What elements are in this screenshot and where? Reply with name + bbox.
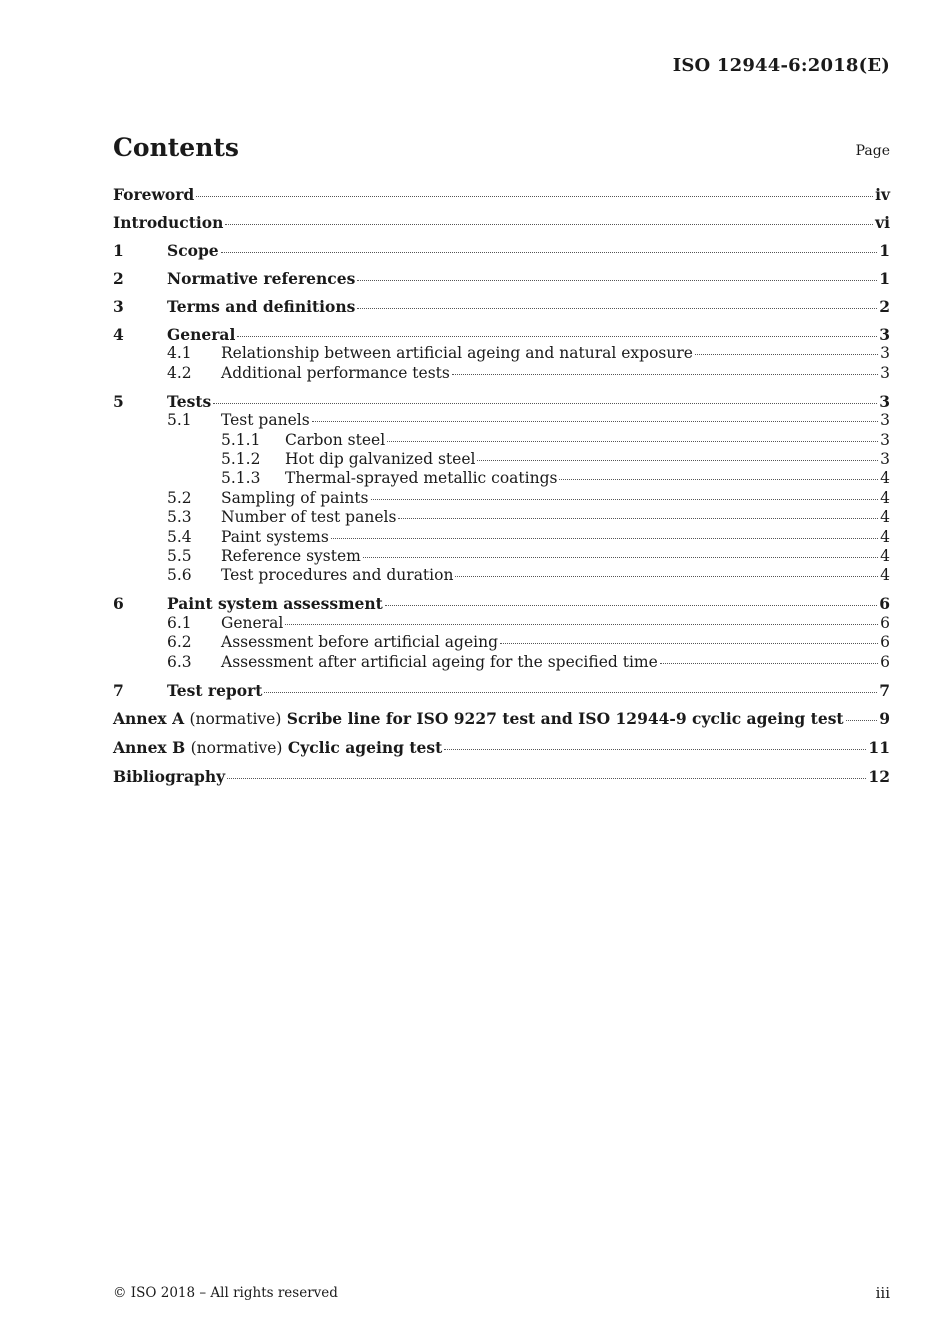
toc-entry-title: Paint system assessment — [167, 594, 383, 614]
dot-leader — [285, 624, 878, 625]
dot-leader — [695, 354, 878, 355]
toc-entry-title: Test report — [167, 680, 263, 700]
toc-entry-page: 3 — [879, 391, 890, 411]
dot-leader — [357, 280, 877, 281]
toc-entry-number: 5.6 — [167, 566, 192, 585]
toc-entry-page: 3 — [880, 430, 890, 449]
toc-entry[interactable] — [113, 767, 890, 786]
toc-entry[interactable] — [113, 566, 890, 585]
dot-leader — [363, 557, 878, 558]
toc-entry[interactable] — [113, 614, 890, 633]
dot-leader — [371, 499, 879, 500]
annex-title: Scribe line for ISO 9227 test and ISO 12944-9 cyclic ageing test — [286, 708, 844, 728]
toc-entry-page: 7 — [879, 680, 890, 700]
toc-entry[interactable] — [113, 633, 890, 652]
toc-entry-title: General — [167, 325, 236, 344]
table-of-contents — [113, 185, 890, 786]
toc-entry[interactable] — [113, 269, 890, 288]
toc-entry[interactable] — [113, 241, 890, 260]
toc-entry-number: 6 — [113, 594, 124, 614]
toc-entry-title: Assessment before artificial ageing — [221, 633, 499, 652]
toc-entry-number: 1 — [113, 241, 124, 260]
toc-entry-page: 4 — [880, 469, 890, 488]
dot-leader — [846, 720, 878, 721]
toc-entry-title: Test procedures and duration — [221, 566, 454, 585]
toc-entry-page: 11 — [868, 737, 890, 757]
toc-entry-page: 4 — [880, 547, 890, 566]
toc-entry-title: Additional performance tests — [221, 363, 450, 382]
toc-entry-number: 6.2 — [167, 633, 192, 652]
toc-entry[interactable] — [113, 411, 890, 430]
toc-entry-title — [113, 738, 442, 758]
toc-entry-number: 4 — [113, 325, 124, 344]
toc-entry[interactable] — [113, 213, 890, 232]
toc-entry-number: 5.3 — [167, 508, 192, 527]
footer-page-number: iii — [875, 1284, 890, 1302]
toc-entry-page: 3 — [880, 411, 890, 430]
toc-entry[interactable] — [113, 508, 890, 527]
dot-leader — [357, 308, 877, 309]
toc-entry-title: Scope — [167, 241, 219, 260]
toc-entry-title: Number of test panels — [221, 508, 397, 527]
dot-leader — [477, 460, 878, 461]
dot-leader — [213, 403, 877, 404]
annex-label: Annex B — [113, 737, 186, 757]
toc-entry-title: Thermal-sprayed metallic coatings — [285, 469, 558, 488]
toc-entry[interactable] — [113, 344, 890, 363]
toc-entry-page: 3 — [880, 344, 890, 363]
toc-entry[interactable] — [113, 364, 890, 383]
toc-entry-number: 2 — [113, 269, 124, 288]
toc-entry-page: 6 — [879, 594, 890, 614]
toc-entry-title: Paint systems — [221, 527, 329, 546]
toc-entry[interactable] — [113, 450, 890, 469]
toc-entry[interactable] — [113, 392, 890, 411]
toc-entry-number: 4.1 — [167, 344, 192, 363]
annex-label: Annex A — [113, 708, 185, 728]
toc-entry-number: 5.2 — [167, 488, 192, 507]
toc-entry-title: Reference system — [221, 547, 361, 566]
dot-leader — [225, 224, 873, 225]
toc-entry-title: Relationship between artificial ageing and natural exposure — [221, 344, 693, 363]
toc-entry-page: 4 — [880, 508, 890, 527]
toc-entry[interactable] — [113, 469, 890, 488]
toc-entry-page: 6 — [880, 633, 890, 652]
toc-entry-number: 5.1 — [167, 411, 192, 430]
annex-type: (normative) — [189, 709, 282, 728]
dot-leader — [500, 643, 878, 644]
dot-leader — [559, 479, 878, 480]
toc-entry-page: 3 — [880, 363, 890, 382]
toc-entry-page: 9 — [879, 708, 890, 728]
annex-type: (normative) — [190, 738, 283, 757]
toc-entry-title: Test panels — [221, 411, 310, 430]
toc-entry[interactable] — [113, 489, 890, 508]
dot-leader — [227, 778, 866, 779]
toc-entry-title: Assessment after artificial ageing for the specified time — [221, 652, 658, 671]
toc-entry[interactable] — [113, 528, 890, 547]
toc-entry[interactable] — [113, 738, 890, 758]
dot-leader — [452, 374, 878, 375]
toc-entry-number: 5.1.2 — [221, 450, 261, 469]
toc-entry-title: Normative references — [167, 269, 356, 288]
dot-leader — [237, 336, 877, 337]
toc-entry-number: 7 — [113, 680, 124, 700]
toc-entry-page: 4 — [880, 527, 890, 546]
toc-entry[interactable] — [113, 709, 890, 729]
dot-leader — [387, 441, 878, 442]
contents-title: Contents — [113, 133, 240, 162]
toc-entry-page: 6 — [880, 652, 890, 671]
toc-entry-title: General — [221, 613, 284, 632]
toc-entry-title: Bibliography — [113, 766, 226, 786]
toc-entry[interactable] — [113, 681, 890, 700]
toc-entry-page: 3 — [879, 325, 890, 344]
toc-entry-page: 12 — [868, 766, 890, 786]
toc-entry[interactable] — [113, 185, 890, 204]
toc-entry-page: iv — [875, 185, 890, 204]
dot-leader — [264, 692, 877, 693]
toc-entry-number: 3 — [113, 297, 124, 316]
page-column-label: Page — [855, 143, 890, 159]
toc-entry[interactable] — [113, 431, 890, 450]
dot-leader — [660, 663, 878, 664]
toc-entry-title: Sampling of paints — [221, 488, 369, 507]
toc-entry-title: Introduction — [113, 213, 224, 232]
dot-leader — [331, 538, 878, 539]
toc-entry[interactable] — [113, 653, 890, 672]
dot-leader — [385, 605, 877, 606]
dot-leader — [455, 576, 878, 577]
toc-entry-number: 5 — [113, 391, 124, 411]
toc-entry-page: vi — [875, 213, 890, 232]
footer-copyright: © ISO 2018 – All rights reserved — [113, 1285, 338, 1301]
toc-entry[interactable] — [113, 547, 890, 566]
toc-entry-number: 6.1 — [167, 613, 192, 632]
standard-id: ISO 12944-6:2018(E) — [672, 55, 890, 76]
toc-entry[interactable] — [113, 325, 890, 344]
toc-entry-number: 4.2 — [167, 363, 192, 382]
toc-entry-title: Tests — [167, 391, 212, 411]
toc-entry-title: Carbon steel — [285, 430, 386, 449]
toc-entry-page: 1 — [879, 241, 890, 260]
annex-title: Cyclic ageing test — [287, 737, 443, 757]
toc-entry-number: 5.1.3 — [221, 469, 261, 488]
toc-entry-page: 3 — [880, 450, 890, 469]
toc-entry-page: 4 — [880, 566, 890, 585]
toc-entry-number: 5.5 — [167, 547, 192, 566]
toc-entry-number: 5.1.1 — [221, 430, 261, 449]
toc-entry-page: 4 — [880, 488, 890, 507]
toc-entry[interactable] — [113, 297, 890, 316]
dot-leader — [221, 252, 878, 253]
toc-entry[interactable] — [113, 594, 890, 613]
toc-entry-number: 5.4 — [167, 527, 192, 546]
dot-leader — [398, 518, 878, 519]
toc-entry-page: 1 — [879, 269, 890, 288]
dot-leader — [312, 421, 878, 422]
toc-entry-title: Terms and definitions — [167, 297, 356, 316]
toc-entry-page: 2 — [879, 297, 890, 316]
toc-entry-title: Foreword — [113, 185, 195, 204]
toc-entry-title — [113, 709, 844, 729]
dot-leader — [196, 196, 873, 197]
toc-entry-page: 6 — [880, 613, 890, 632]
toc-entry-title: Hot dip galvanized steel — [285, 450, 476, 469]
toc-entry-number: 6.3 — [167, 652, 192, 671]
dot-leader — [444, 749, 866, 750]
